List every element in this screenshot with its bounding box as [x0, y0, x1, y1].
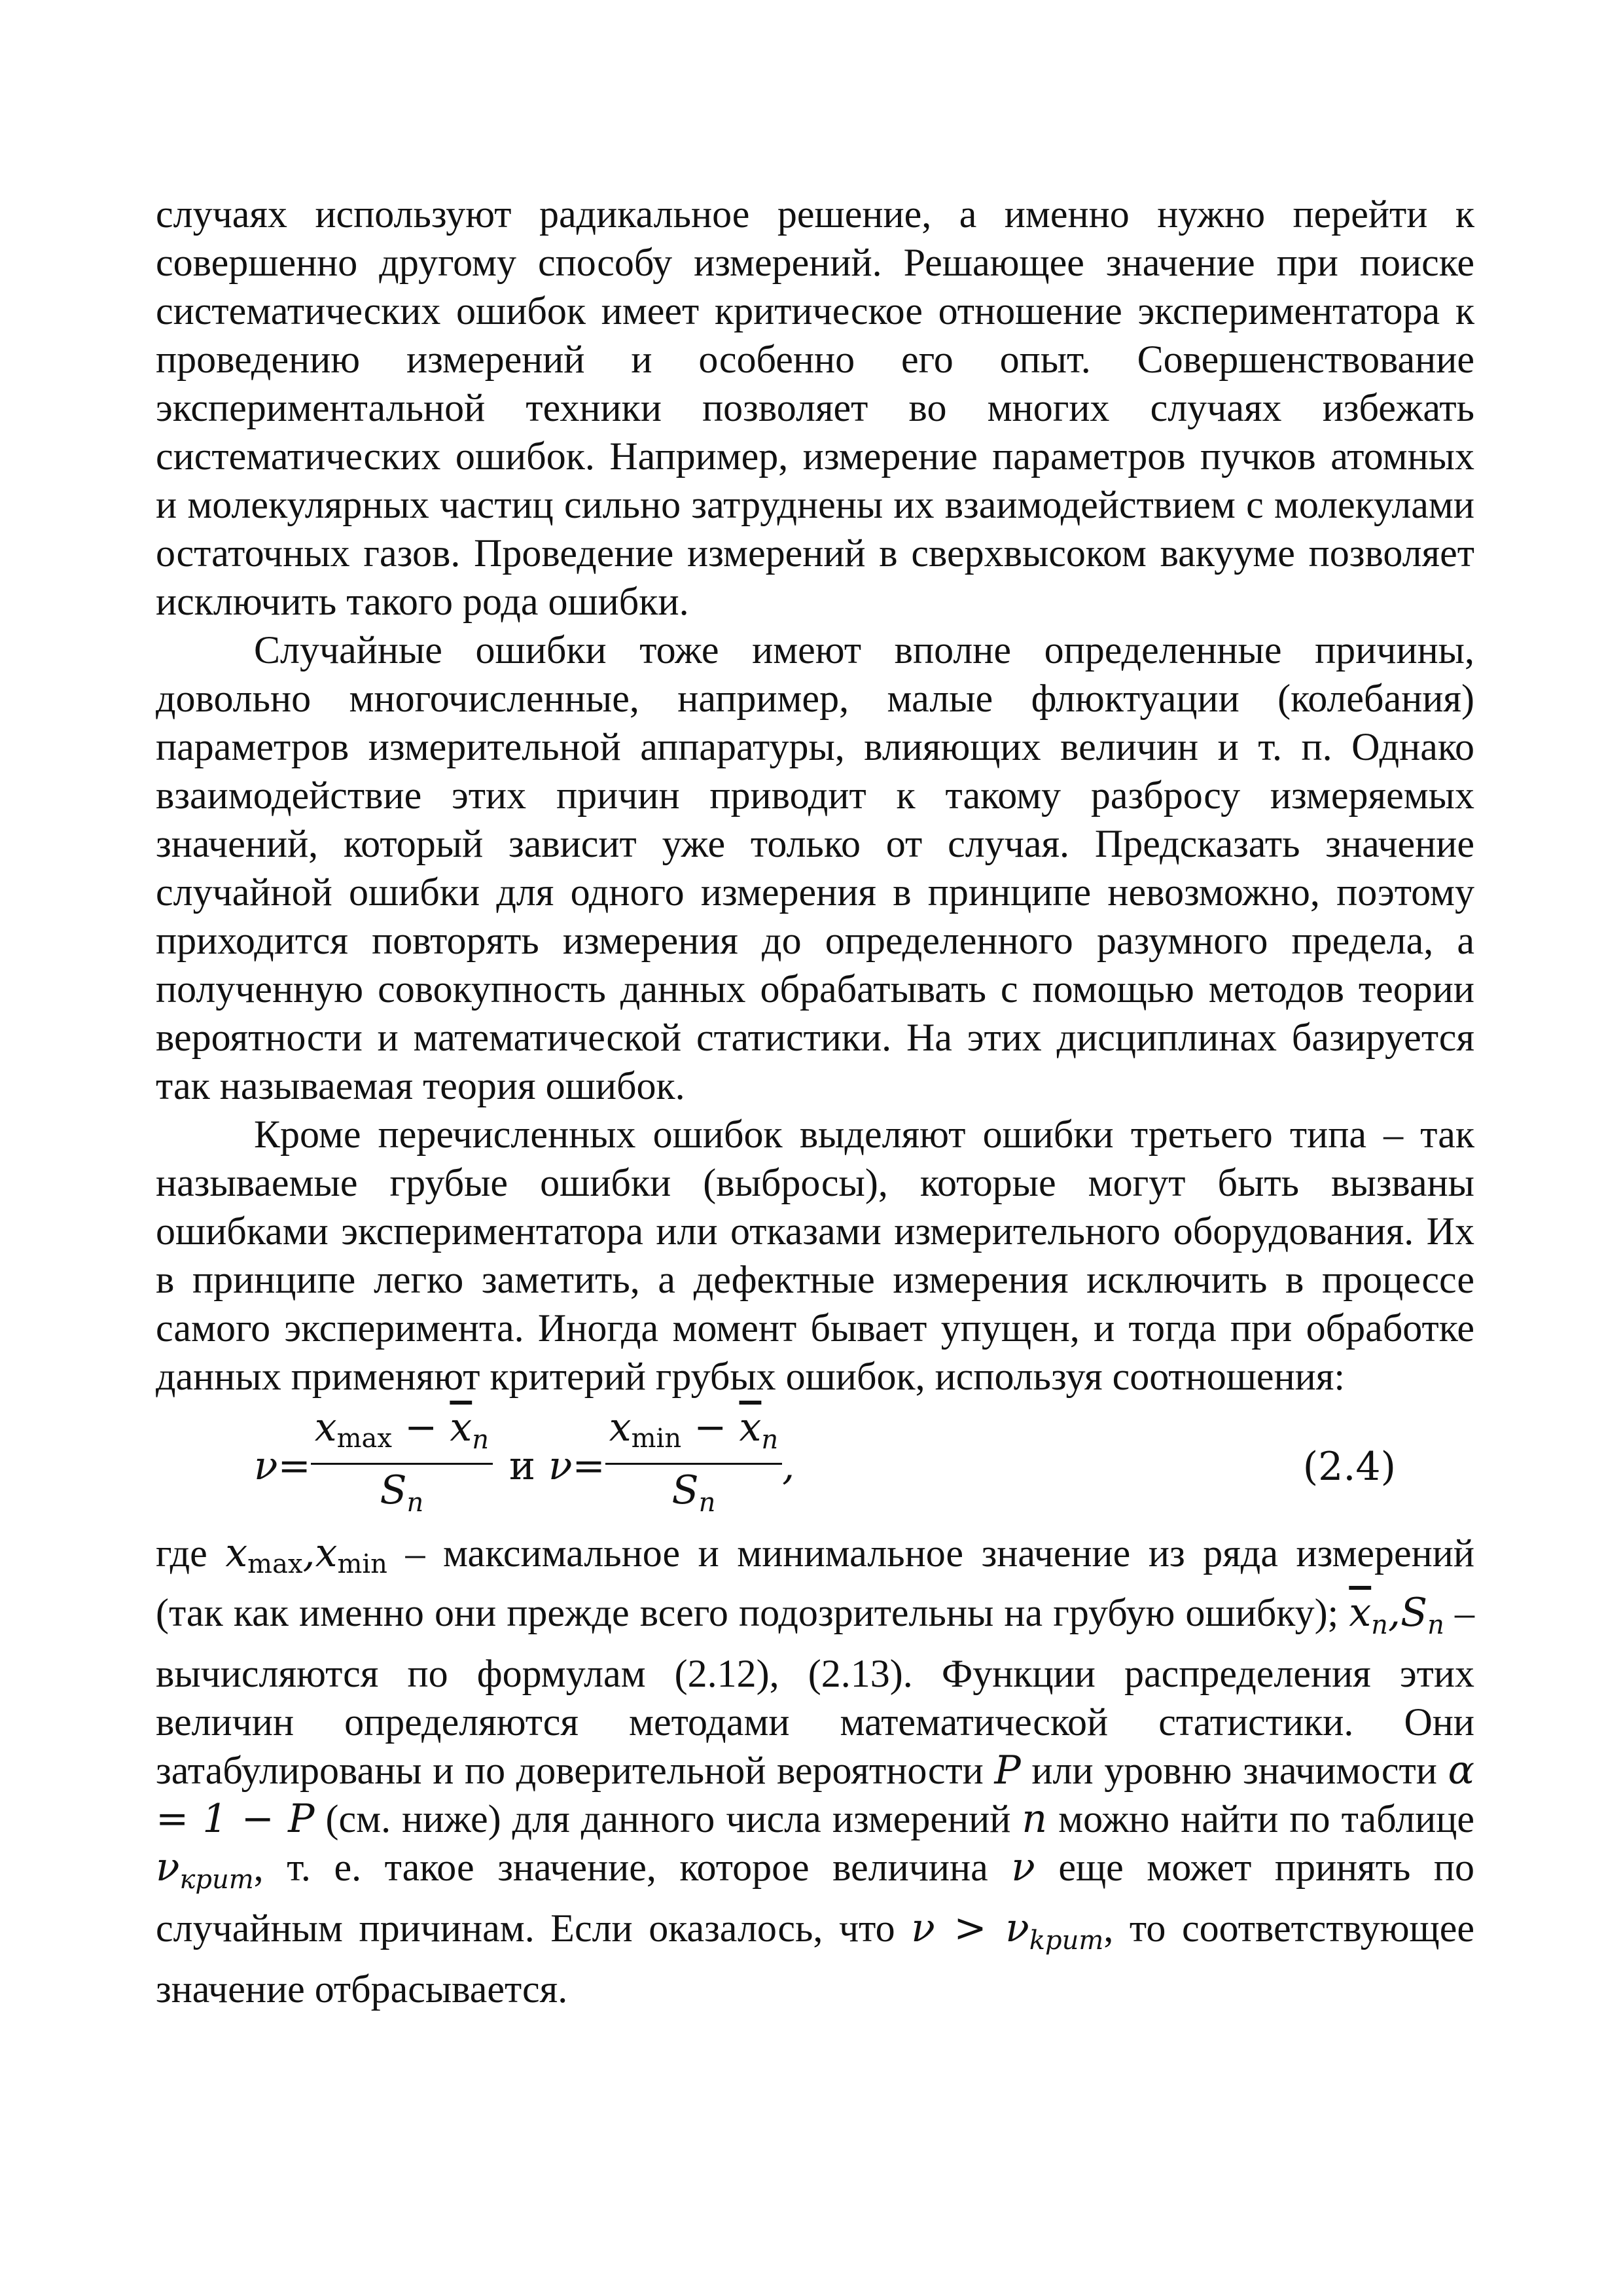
fraction-max: $\frac{xmax - \overline{x}_n}{S_n}$	[311, 1405, 493, 1528]
paragraph-random-errors: Случайные ошибки тоже имеют вполне определенные причины, довольно многочисленные, например, малые флюктуации (колебания) параметров измерительной аппаратуры, влияющих величин и т. п. Однако взаимодействие этих причин приводит к такому разбросу измеряемых значений, который зависит уже только от случая. Предсказать значение случайной ошибки для одного измерения в принципе невозможно, поэтому приходится повторять измерения до определенного разумного предела, а полученную совокупность данных обрабатывать с помощью методов теории вероятности и математической статистики. На этих дисциплинах базируется так называемая теория ошибок.	[156, 628, 1474, 1107]
formula-right: ν = $\frac{xmin - \overline{x}_n}{S_n}$ ,	[548, 1408, 794, 1524]
paragraph-gross-errors: Кроме перечисленных ошибок выделяют ошибки третьего типа – так называемые грубые ошибки (выбросы), которые могут быть вызваны ошибками экспериментатора или отказами измерительного оборудования. Их в принципе легко заметить, а дефектные измерения исключить в процессе самого эксперимента. Иногда момент бывает упущен, и тогда при обработке данных применяют критерий грубых ошибок, используя соотношения:	[156, 1113, 1474, 1398]
fraction-min: $\frac{xmin - \overline{x}_n}{S_n}$	[605, 1405, 782, 1528]
xn-sn: $\overline{x}_n,S_n$	[1349, 1590, 1444, 1640]
alpha-expr: α = 1 − P	[156, 1748, 1474, 1842]
x-max-x-min: xmax,xmin	[225, 1530, 387, 1579]
nu-krit: $\nu_{крит}$	[156, 1844, 254, 1895]
text-block	[156, 190, 1474, 2013]
formula-and: и	[509, 1443, 535, 1489]
formula-left: ν = $\frac{xmax - \overline{x}_n}{S_n}$	[254, 1408, 493, 1524]
nu-gt-nukrit: $\nu > \nu_{kpum}$	[911, 1905, 1104, 1956]
prob-p: P	[994, 1748, 1021, 1793]
paragraph-definitions: где xmax,xmin – максимальное и минимальное значение из ряда измерений (так как именно они прежде всего подозрительны на грубую ошибку); $\overline{x}_n,S_n$ – вычисляются по формулам (2.12), (2.13). Функции распределения этих величин определяются методами математической статистики. Они затабулированы и по доверительной вероятности P или уровню значимости α = 1 − P (см. ниже) для данного числа измерений n можно найти по таблице $\nu_{крит}$, т. е. такое значение, которое величина ν еще может принять по случайным причинам. Если оказалось, что $\nu > \nu_{kpum}$, то соответствующее значение отбрасывается.	[156, 1530, 1475, 2011]
nu-symbol: ν	[1011, 1844, 1035, 1890]
equation-number: (2.4)	[1302, 1444, 1396, 1490]
paragraph-systematic-errors: случаях используют радикальное решение, а именно нужно перейти к совершенно другому способу измерений. Решающее значение при поиске систематических ошибок имеет критическое отношение экспериментатора к проведению измерений и особенно его опыт. Совершенствование экспериментальной техники позволяет во многих случаях избежать систематических ошибок. Например, измерение параметров пучков атомных и молекулярных частиц сильно затруднены их взаимодействием с молекулами остаточных газов. Проведение измерений в сверхвысоком вакууме позволяет исключить такого рода ошибки.	[156, 192, 1474, 623]
count-n: n	[1022, 1796, 1048, 1842]
formula-2-4	[156, 1404, 1474, 1524]
